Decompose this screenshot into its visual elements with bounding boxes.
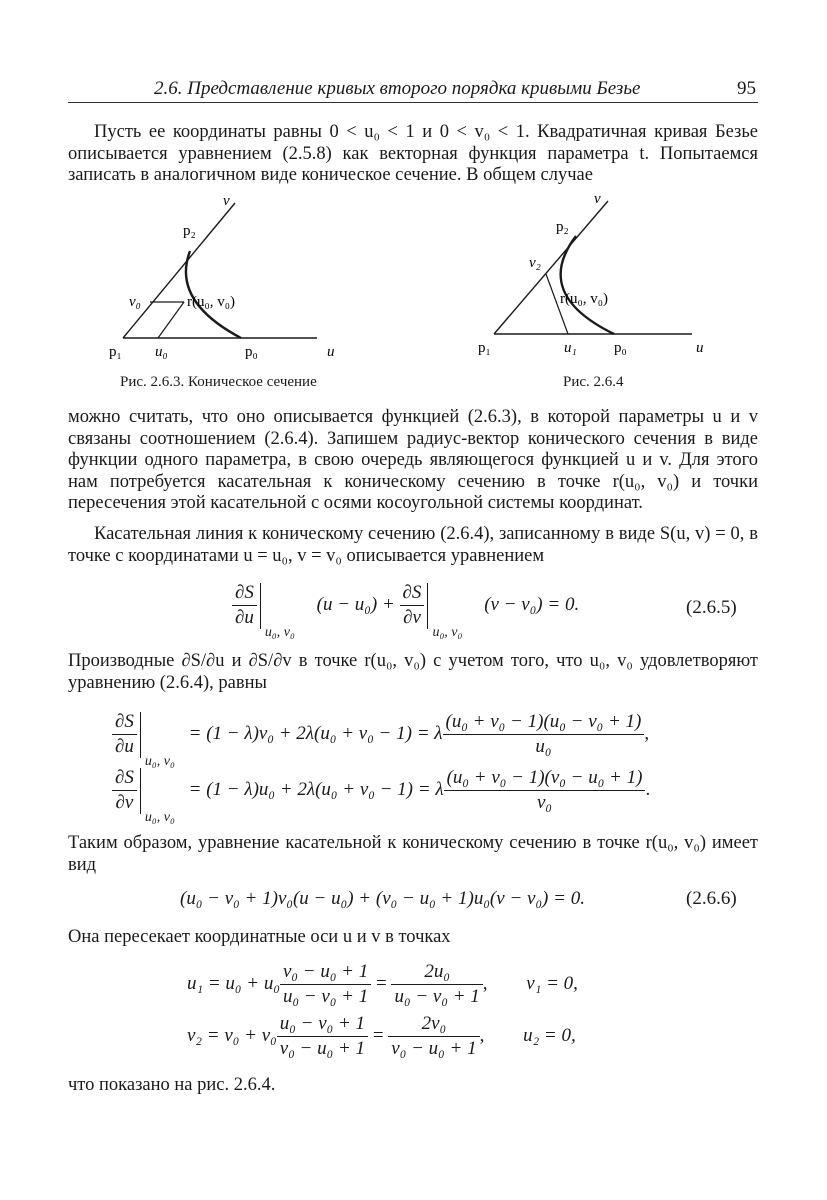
figure-2-6-4-caption: Рис. 2.6.4 bbox=[563, 374, 624, 390]
paragraph-3: Касательная линия к коническому сечению (2.6.4), записанному в виде S(u, v) = 0, в точке с координатами u = u₀, v = v₀ описывается уравнением bbox=[68, 524, 758, 566]
v-axis-line bbox=[123, 203, 235, 338]
figure-2-6-3 bbox=[95, 195, 355, 365]
running-title: 2.6. Представление кривых второго порядка кривыми Безье bbox=[154, 78, 641, 99]
fig2-p0-label: p₀ bbox=[614, 340, 627, 356]
equation-number-2-6-6: (2.6.6) bbox=[686, 888, 737, 909]
paragraph-4: Производные ∂S/∂u и ∂S/∂v в точке r(u₀, v₀) с учетом того, что u₀, v₀ удовлетворяют уравнению (2.6.4), равны bbox=[68, 651, 758, 693]
fig1-u0-label: u₀ bbox=[155, 344, 168, 360]
paragraph-7: что показано на рис. 2.6.4. bbox=[68, 1075, 276, 1095]
fig1-p1-label: p₁ bbox=[109, 344, 122, 360]
fig2-p1-label: p₁ bbox=[478, 340, 491, 356]
fig2-u-label: u bbox=[696, 340, 704, 356]
equation-number-2-6-5: (2.6.5) bbox=[686, 597, 737, 618]
conic-arc bbox=[561, 236, 614, 334]
equation-v2: v₂ = v₀ + v₀ $\frac{\text{u₀ − v₀ + 1}}{\text{v₀ − u₀ + 1}}$ = $\frac{\text{2v₀}}{\text{v₀ − u₀ + 1}}$ , u₂ = 0, bbox=[187, 1013, 576, 1059]
paragraph-2: можно считать, что оно описывается функцией (2.6.3), в которой параметры u и v связаны соотношением (2.6.4). Запишем радиус-вектор конического сечения в виде функции одного параметра, в свою очередь являющегося функцией u и v. Для этого нам потребуется касательная к коническому сечению в точке r(u₀, v₀) и точки пересечения этой касательной с осями косоугольной системы координат. bbox=[68, 407, 758, 513]
equation-u1: u₁ = u₀ + u₀ $\frac{\text{v₀ − u₀ + 1}}{\text{u₀ − v₀ + 1}}$ = $\frac{\text{2u₀}}{\text{u₀ − v₀ + 1}}$ , v₁ = 0, bbox=[187, 961, 578, 1007]
paragraph-6: Она пересекает координатные оси u и v в точках bbox=[68, 927, 451, 947]
fig2-u1-label: u₁ bbox=[564, 340, 577, 356]
equation-2-6-6: (u₀ − v₀ + 1)v₀(u − u₀) + (v₀ − u₀ + 1)u₀(v − v₀) = 0. bbox=[180, 888, 585, 909]
fig2-p2-label: p₂ bbox=[556, 219, 569, 235]
fig1-v0-label: v₀ bbox=[129, 294, 141, 310]
v-axis-line bbox=[494, 201, 608, 334]
equation-dv: $\frac{\partial S}{\partial v}$ u₀, v₀ = (1 − λ)u₀ + 2λ(u₀ + v₀ − 1) = λ $\frac{\text{(u₀ + v₀ − 1)(v₀ − u₀ + 1)}}{\text{v₀}}$ . bbox=[112, 766, 650, 815]
fig1-p0-label: p₀ bbox=[245, 344, 258, 360]
equation-2-6-5: $\frac{\partial S}{\partial u}$ u₀, v₀ (u − u₀) + $\frac{\partial S}{\partial v}$ u₀, v₀ (v − v₀) = 0. bbox=[232, 581, 579, 630]
figure-2-6-4 bbox=[470, 195, 730, 365]
fig1-v-label: v bbox=[223, 195, 230, 209]
fig1-u-label: u bbox=[327, 344, 335, 360]
fig2-v2-label: v₂ bbox=[529, 255, 541, 271]
fig2-r-label: r(u₀, v₀) bbox=[560, 291, 608, 307]
u0-parallel bbox=[158, 302, 184, 338]
fig2-v-label: v bbox=[594, 195, 601, 207]
figure-2-6-3-caption: Рис. 2.6.3. Коническое сечение bbox=[120, 374, 317, 390]
running-header bbox=[68, 74, 758, 103]
page-number: 95 bbox=[737, 78, 756, 99]
paragraph-1: Пусть ее координаты равны 0 < u₀ < 1 и 0 < v₀ < 1. Квадратичная кривая Безье описывается уравнением (2.5.8) как векторная функция параметра t. Попытаемся записать в аналогичном виде коническое сечение. В общем случае bbox=[68, 122, 758, 185]
equation-du: $\frac{\partial S}{\partial u}$ u₀, v₀ = (1 − λ)v₀ + 2λ(u₀ + v₀ − 1) = λ $\frac{\text{(u₀ + v₀ − 1)(u₀ − v₀ + 1)}}{\text{u₀}}$ , bbox=[112, 710, 649, 759]
fig1-r-label: r(u₀, v₀) bbox=[187, 294, 235, 310]
fig1-p2-label: p₂ bbox=[183, 223, 196, 239]
paragraph-5: Таким образом, уравнение касательной к коническому сечению в точке r(u₀, v₀) имеет вид bbox=[68, 833, 758, 875]
